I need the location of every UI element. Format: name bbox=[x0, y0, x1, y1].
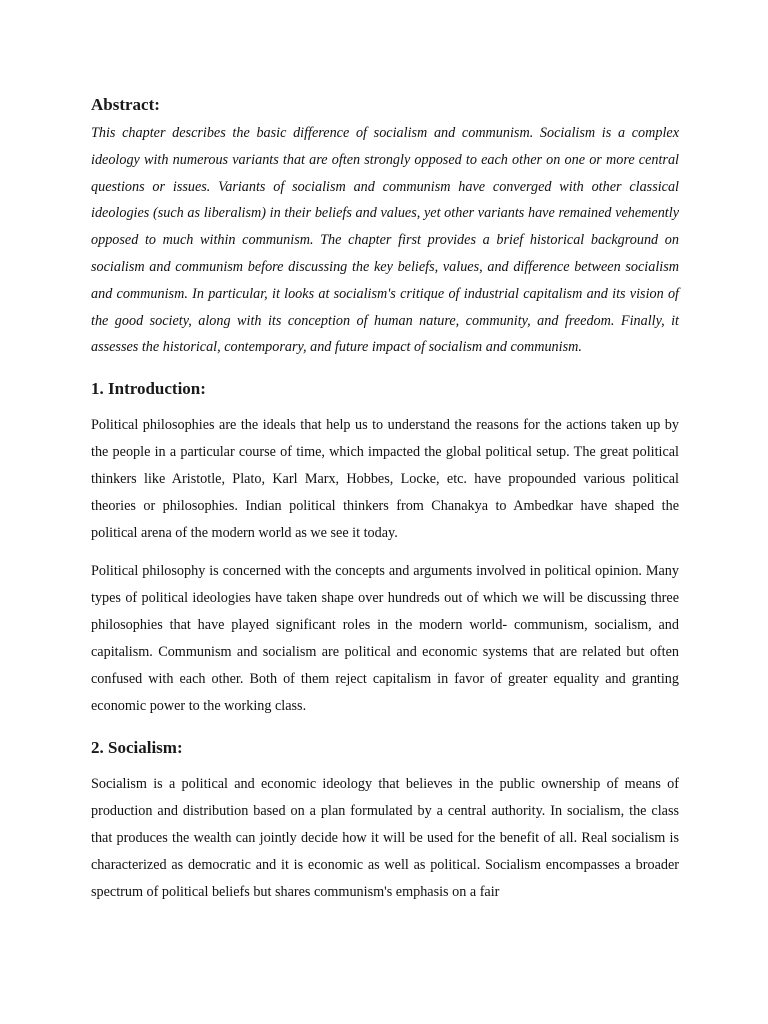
abstract-text: This chapter describes the basic difference of socialism and communism. Socialism is a complex ideology with numerous variants that are often strongly opposed to each other on one or more central questions or issues. Variants of socialism and communism have converged with other classical ideologies (such as liberalism) in their beliefs and values, yet other variants have remained vehemently opposed to much within communism. The chapter first provides a brief historical background on socialism and communism before discussing the key beliefs, values, and difference between socialism and communism. In particular, it looks at socialism's critique of industrial capitalism and its vision of the good society, along with its conception of human nature, community, and freedom. Finally, it assesses the historical, contemporary, and future impact of socialism and communism. bbox=[91, 125, 679, 356]
socialism-heading: 2. Socialism: bbox=[91, 738, 183, 758]
introduction-heading: 1. Introduction: bbox=[91, 379, 206, 399]
abstract-heading: Abstract: bbox=[91, 95, 160, 114]
socialism-paragraph-1: Socialism is a political and economic ideology that believes in the public ownership of means of production and distribution based on a plan formulated by a central authority. In socialism, the class that produces the wealth can jointly decide how it will be used for the benefit of all. Real socialism is characterized as democratic and it is economic as well as political. Socialism encompasses a broader spectrum of political beliefs but shares communism's emphasis on a fair bbox=[91, 776, 679, 901]
document-page bbox=[91, 94, 679, 917]
introduction-paragraph-1: Political philosophies are the ideals that help us to understand the reasons for the actions taken up by the people in a particular course of time, which impacted the global political setup. The great political thinkers like Aristotle, Plato, Karl Marx, Hobbes, Locke, etc. have propounded various political theories or philosophies. Indian political thinkers from Chanakya to Ambedkar have shaped the political arena of the modern world as we see it today. bbox=[91, 417, 679, 542]
introduction-paragraph-2: Political philosophy is concerned with the concepts and arguments involved in political opinion. Many types of political ideologies have taken shape over hundreds out of which we will be discussing three philosophies that have played significant roles in the modern world- communism, socialism, and capitalism. Communism and socialism are political and economic systems that are related but often confused with each other. Both of them reject capitalism in favor of greater equality and granting economic power to the working class. bbox=[91, 563, 679, 715]
